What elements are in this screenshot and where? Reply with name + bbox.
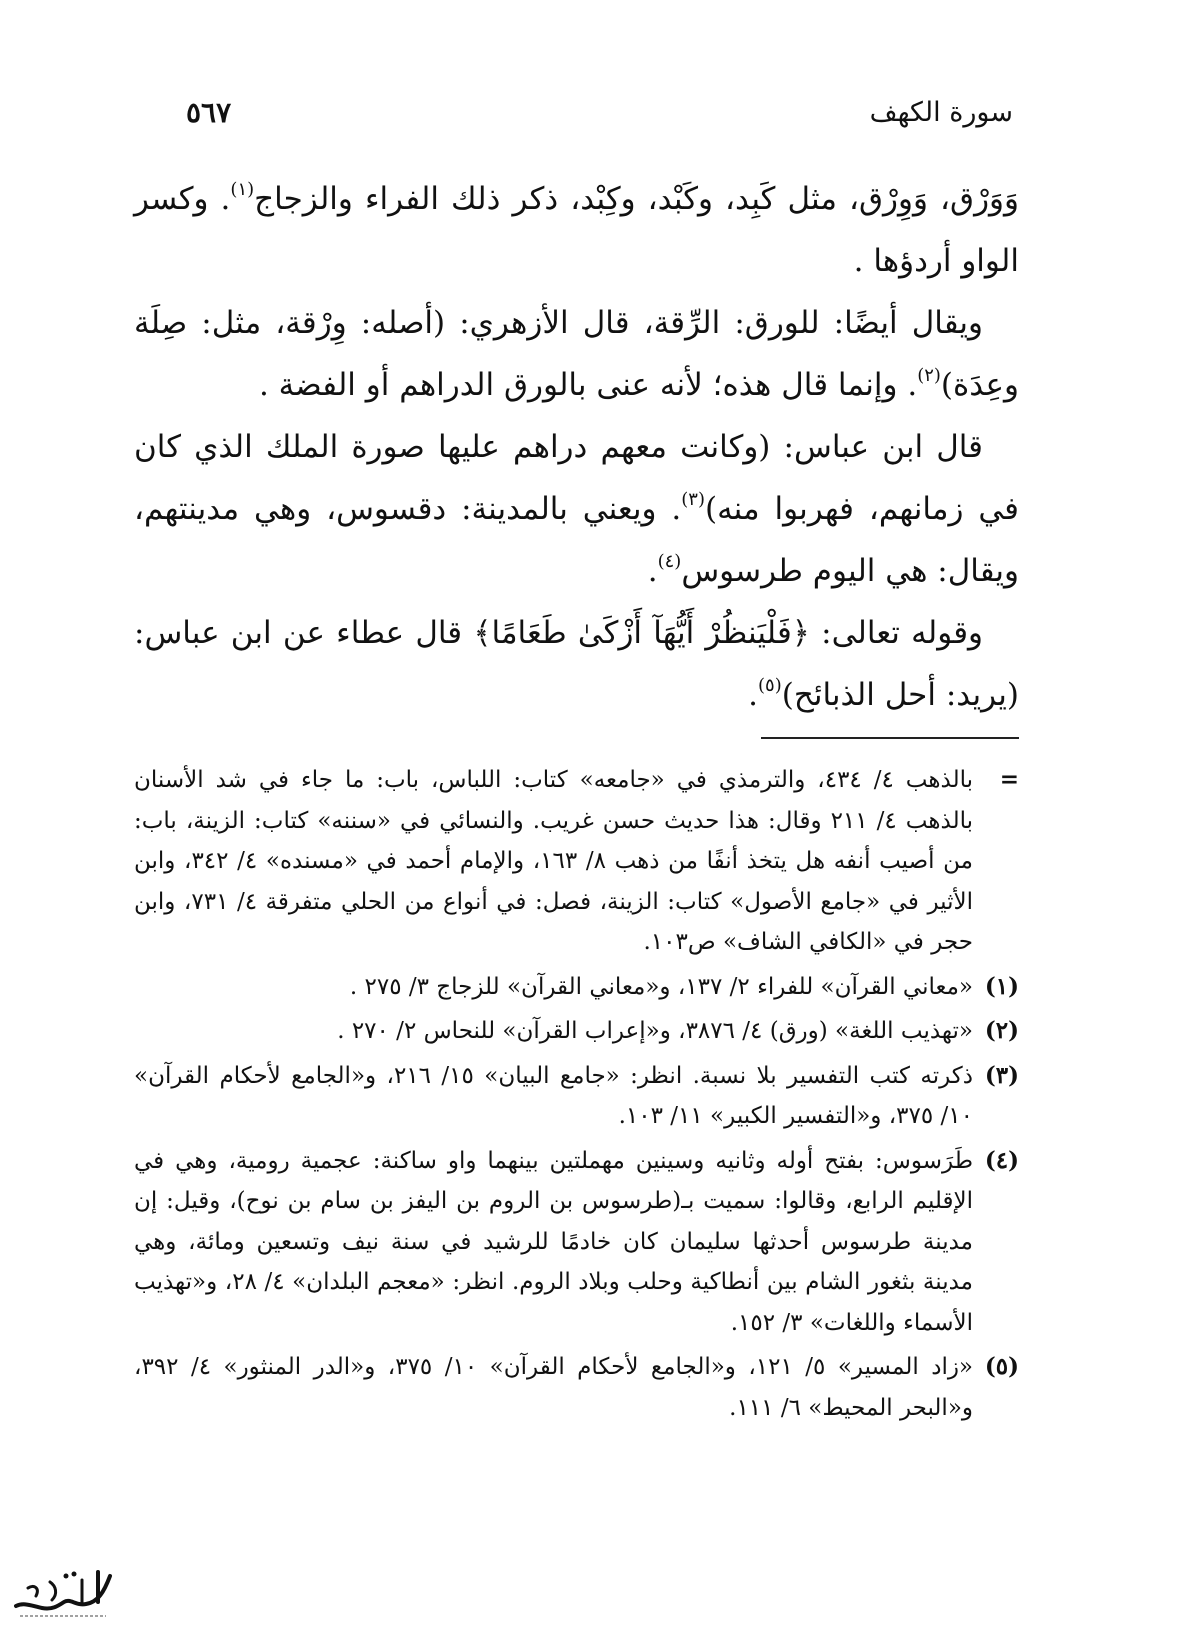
- running-header: [186, 92, 1013, 132]
- paragraph-4: [134, 602, 1019, 726]
- quran-verse: ﴿فَلْيَنظُرْ أَيُّهَآ أَزْكَىٰ طَعَامًا﴾: [473, 615, 810, 651]
- paragraph-3: [134, 416, 1019, 602]
- footnote-text: ذكرته كتب التفسير بلا نسبة. انظر: «جامع البيان» ١٥/ ٢١٦، و«الجامع لأحكام القرآن» ١٠/ ٣٧٥، و«التفسير الكبير» ١١/ ١٠٣.: [134, 1062, 973, 1129]
- footnote-continuation: [134, 760, 1019, 963]
- paragraph-text: وَوَرْق، وَوِرْق، مثل كَبِد، وكَبْد، وكِبْد، ذكر ذلك الفراء والزجاج: [254, 181, 1019, 217]
- paragraph-text: ويقال أيضًا: للورق: الرِّقة، قال الأزهري: (أصله: وِرْقة، مثل: صِلَة وعِدَة): [134, 305, 1019, 403]
- paragraph-1: [134, 168, 1019, 292]
- paragraph-text: .: [748, 677, 758, 713]
- footnote-divider: [761, 737, 1019, 739]
- footnote-marker: (٥): [984, 1353, 1019, 1380]
- footnote-text: بالذهب ٤/ ٤٣٤، والترمذي في «جامعه» كتاب: اللباس، باب: ما جاء في شد الأسنان بالذهب ٤/ ٢١١ وقال: هذا حديث حسن غريب. والنسائي في «سننه» كتاب: الزينة، باب: من أصيب أنفه هل يتخذ أنفًا من ذهب ٨/ ١٦٣، والإمام أحمد في «مسنده» ٤/ ٣٤٢، وابن الأثير في «جامع الأصول» كتاب: الزينة، فصل: في أنواع من الحلي متفرقة ٤/ ٧٣١، وابن حجر في «الكافي الشاف» ص١٠٣.: [134, 767, 974, 955]
- footnote-marker: =: [999, 766, 1019, 793]
- paragraph-2: [134, 292, 1019, 416]
- page-number: ٥٦٧: [186, 95, 232, 129]
- footnote-ref: (٢): [917, 365, 941, 386]
- footnote-marker: (١): [984, 972, 1019, 1000]
- footnote-ref: (٥): [757, 675, 782, 696]
- footnote-text: «زاد المسير» ٥/ ١٢١، و«الجامع لأحكام القرآن» ١٠/ ٣٧٥، و«الدر المنثور» ٤/ ٣٩٢، و«البحر المحيط» ٦/ ١١١.: [134, 1354, 974, 1421]
- footnote-marker: (٢): [984, 1017, 1019, 1044]
- paragraph-text: قال ابن عباس: (وكانت معهم دراهم عليها صورة الملك الذي كان في زمانهم، فهربوا منه): [134, 429, 1019, 527]
- paragraph-text: .: [647, 553, 658, 589]
- footnotes: [134, 760, 1019, 1432]
- paragraph-text: . وإنما قال هذه؛ لأنه عنى بالورق الدراهم أو الفضة .: [258, 367, 918, 403]
- footnote-2: [134, 1011, 1019, 1052]
- footnote-ref: (٤): [657, 551, 682, 572]
- footnote-5: [134, 1347, 1019, 1428]
- footnote-4: [134, 1141, 1019, 1344]
- footnote-text: «معاني القرآن» للفراء ٢/ ١٣٧، و«معاني القرآن» للزجاج ٣/ ٢٧٥ .: [349, 973, 973, 1000]
- footnote-1: [134, 967, 1019, 1008]
- footnote-text: «تهذيب اللغة» (ورق) ٤/ ٣٨٧٦، و«إعراب القرآن» للنحاس ٢/ ٢٧٠ .: [337, 1018, 973, 1044]
- footnote-3: [134, 1056, 1019, 1137]
- paragraph-text: وقوله تعالى:: [809, 615, 983, 651]
- footnote-ref: (٣): [681, 489, 705, 510]
- footnote-text: طَرَسوس: بفتح أوله وثانيه وسينين مهملتين بينهما واو ساكنة: عجمية رومية، وهي في الإقليم الرابع، وقالوا: سميت بـ(طرسوس بن الروم بن اليفز بن سام بن نوح)، وقيل: إن مدينة طرسوس أحدثها سليمان كان خادمًا للرشيد في سنة نيف وتسعين ومائة، وهي مدينة بثغور الشام بين أنطاكية وحلب وبلاد الروم. انظر: «معجم البلدان» ٤/ ٢٨، و«تهذيب الأسماء واللغات» ٣/ ١٥٢.: [134, 1147, 973, 1336]
- calligraphy-logo-icon: [6, 1562, 118, 1622]
- paragraph-text: . ويعني بالمدينة: دقسوس، وهي مدينتهم، ويقال: هي اليوم طرسوس: [134, 491, 1019, 589]
- paragraph-text: . وكسر الواو أردؤها .: [134, 181, 1019, 279]
- footnote-marker: (٣): [984, 1061, 1019, 1089]
- paragraph-text: قال عطاء عن ابن عباس: (يريد: أحل الذبائح): [134, 615, 1019, 713]
- main-text: [134, 168, 1019, 726]
- footnote-ref: (١): [230, 179, 255, 200]
- footnote-marker: (٤): [984, 1146, 1019, 1174]
- surah-title: سورة الكهف: [869, 96, 1013, 128]
